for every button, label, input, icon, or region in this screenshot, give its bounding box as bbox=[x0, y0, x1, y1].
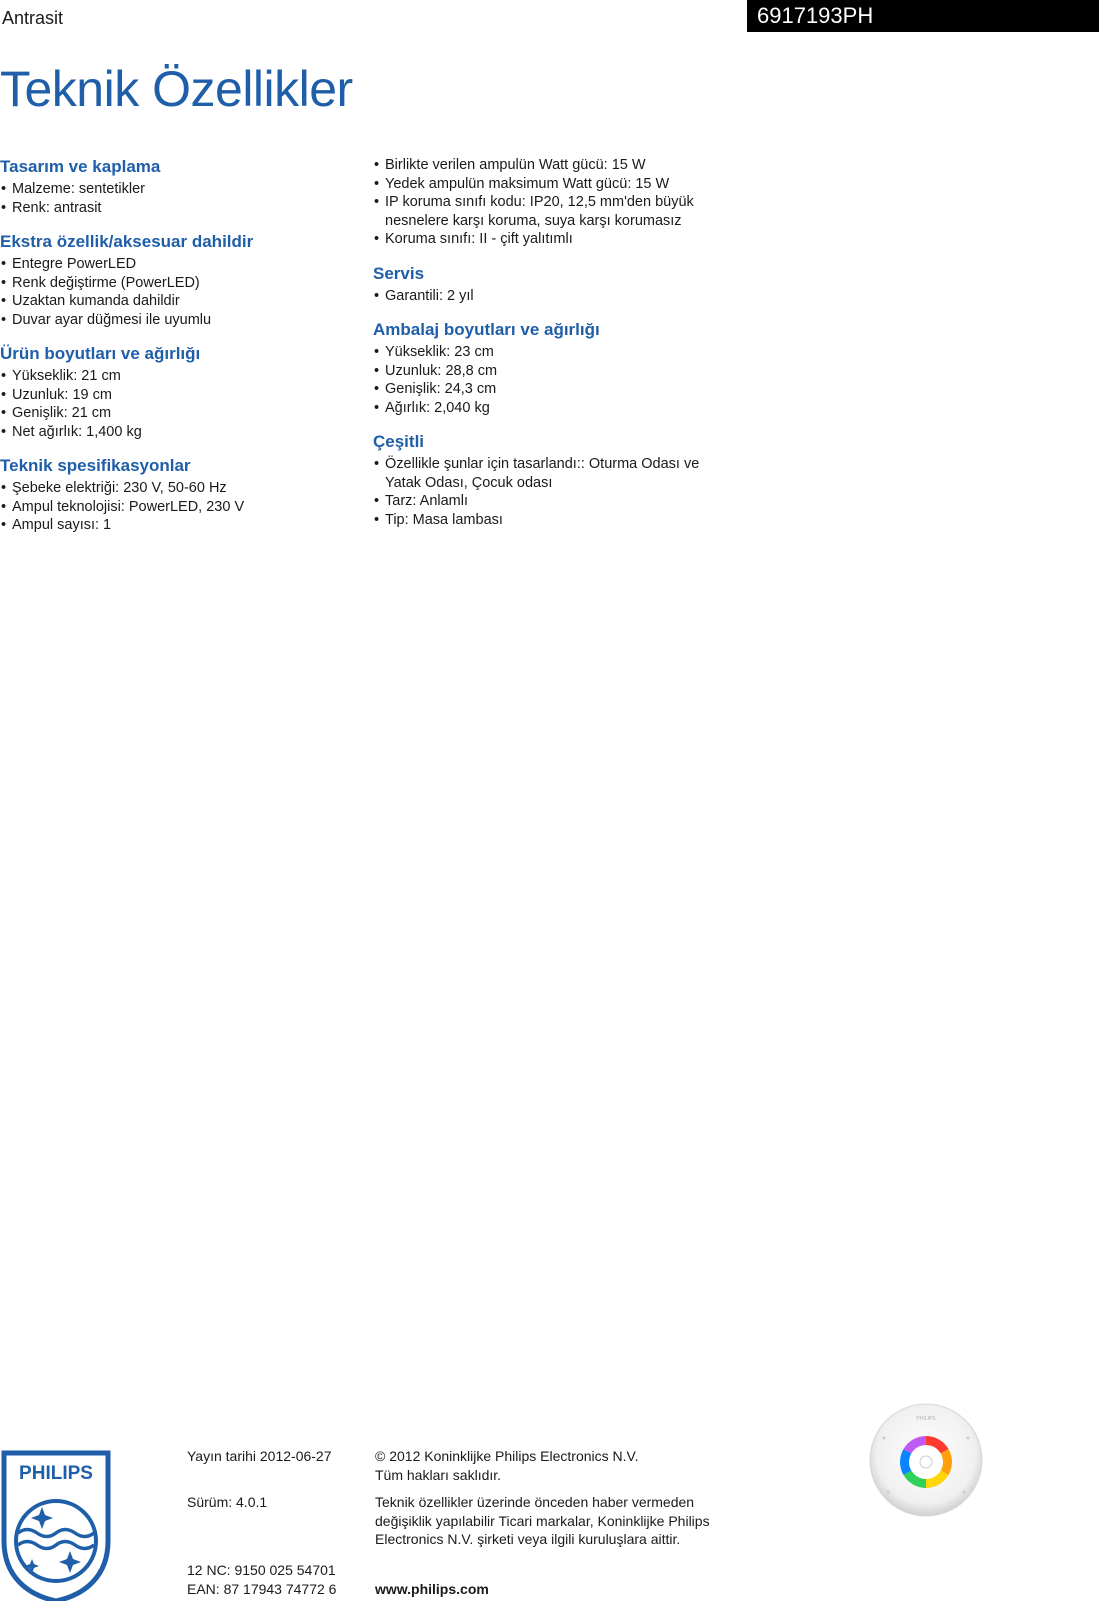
spec-section-ekstra-ozellik-aksesuar-dahildir bbox=[0, 231, 350, 329]
spec-item: • Birlikte verilen ampulün Watt gücü: 15 W bbox=[373, 156, 723, 175]
spec-column-left bbox=[0, 156, 350, 549]
spec-item: • Uzunluk: 19 cm bbox=[0, 386, 350, 405]
section-title: Ekstra özellik/aksesuar dahildir bbox=[0, 232, 254, 251]
nc-number: 12 NC: 9150 025 54701 bbox=[187, 1562, 336, 1578]
disclaimer: Teknik özellikler üzerinde önceden haber vermeden değişiklik yapılabilir Ticari markalar, Koninklijke Philips Electronics N.V. şirketi veya ilgili kuruluşlara aittir. bbox=[375, 1494, 710, 1547]
philips-logo-text: PHILIPS bbox=[19, 1463, 93, 1484]
product-code-badge: 6917193PH bbox=[747, 0, 1099, 32]
spec-section-servis bbox=[373, 263, 723, 306]
spec-column-right bbox=[373, 156, 723, 543]
spec-item: • Genişlik: 21 cm bbox=[0, 404, 350, 423]
color-wheel bbox=[900, 1436, 952, 1488]
section-title: Çeşitli bbox=[373, 432, 425, 451]
spec-list bbox=[373, 455, 723, 529]
spec-list bbox=[373, 156, 723, 249]
version: Sürüm: 4.0.1 bbox=[187, 1494, 268, 1510]
spec-list bbox=[0, 180, 350, 217]
spec-item: • Ampul sayısı: 1 bbox=[0, 516, 350, 535]
ean-number: EAN: 87 17943 74772 6 bbox=[187, 1581, 337, 1597]
philips-shield-logo bbox=[0, 1449, 112, 1601]
spec-item: • Entegre PowerLED bbox=[0, 255, 350, 274]
remote-brand-text: PHILIPS bbox=[916, 1416, 936, 1422]
section-title: Teknik spesifikasyonlar bbox=[0, 456, 191, 475]
spec-section-continued bbox=[373, 156, 723, 249]
spec-item: • Koruma sınıfı: II - çift yalıtımlı bbox=[373, 230, 723, 249]
spec-item: • Renk değiştirme (PowerLED) bbox=[0, 274, 350, 293]
spec-item: • Genişlik: 24,3 cm bbox=[373, 380, 723, 399]
spec-item: • Şebeke elektriği: 230 V, 50-60 Hz bbox=[0, 479, 350, 498]
section-title: Tasarım ve kaplama bbox=[0, 157, 161, 176]
spec-item: • Uzunluk: 28,8 cm bbox=[373, 362, 723, 381]
spec-item: • Özellikle şunlar için tasarlandı:: Oturma Odası ve Yatak Odası, Çocuk odası bbox=[373, 455, 723, 492]
copyright-line: © 2012 Koninklijke Philips Electronics N.V. bbox=[375, 1448, 639, 1464]
spec-section-teknik-spesifikasyonlar bbox=[0, 455, 350, 535]
spec-item: • Yükseklik: 21 cm bbox=[0, 367, 350, 386]
spec-item: • Garantili: 2 yıl bbox=[373, 287, 723, 306]
section-title: Ambalaj boyutları ve ağırlığı bbox=[373, 320, 600, 339]
spec-list bbox=[0, 255, 350, 329]
spec-section-urun-boyutlari-ve-agirligi bbox=[0, 343, 350, 441]
remote-control-image bbox=[866, 1400, 986, 1520]
page-title: Teknik Özellikler bbox=[0, 61, 353, 117]
spec-item: • Net ağırlık: 1,400 kg bbox=[0, 423, 350, 442]
section-title: Servis bbox=[373, 263, 425, 283]
spec-section-ambalaj-boyutlari-ve-agirligi bbox=[373, 319, 723, 417]
spec-list bbox=[373, 287, 723, 306]
spec-item: • Uzaktan kumanda dahildir bbox=[0, 292, 350, 311]
copyright bbox=[375, 1447, 638, 1484]
website-link[interactable]: www.philips.com bbox=[375, 1581, 489, 1597]
spec-list bbox=[0, 479, 350, 535]
spec-item: • Yedek ampulün maksimum Watt gücü: 15 W bbox=[373, 175, 723, 194]
spec-item: • Renk: antrasit bbox=[0, 199, 350, 218]
spec-item: • Tarz: Anlamlı bbox=[373, 492, 723, 511]
spec-item: • IP koruma sınıfı kodu: IP20, 12,5 mm'den büyük nesnelere karşı koruma, suya karşı korumasız bbox=[373, 193, 723, 230]
spec-item: • Ağırlık: 2,040 kg bbox=[373, 399, 723, 418]
spec-list bbox=[0, 367, 350, 441]
spec-item: • Duvar ayar düğmesi ile uyumlu bbox=[0, 311, 350, 330]
rights-line: Tüm hakları saklıdır. bbox=[375, 1466, 502, 1483]
spec-list bbox=[373, 343, 723, 417]
spec-item: • Yükseklik: 23 cm bbox=[373, 343, 723, 362]
section-title: Ürün boyutları ve ağırlığı bbox=[0, 344, 201, 363]
spec-section-cesitli bbox=[373, 431, 723, 529]
color-label: Antrasit bbox=[2, 8, 64, 28]
publish-date: Yayın tarihi 2012-06-27 bbox=[187, 1448, 332, 1464]
spec-item: • Malzeme: sentetikler bbox=[0, 180, 350, 199]
spec-item: • Ampul teknolojisi: PowerLED, 230 V bbox=[0, 498, 350, 517]
spec-item: • Tip: Masa lambası bbox=[373, 511, 723, 530]
spec-section-tasarim-ve-kaplama bbox=[0, 156, 350, 217]
